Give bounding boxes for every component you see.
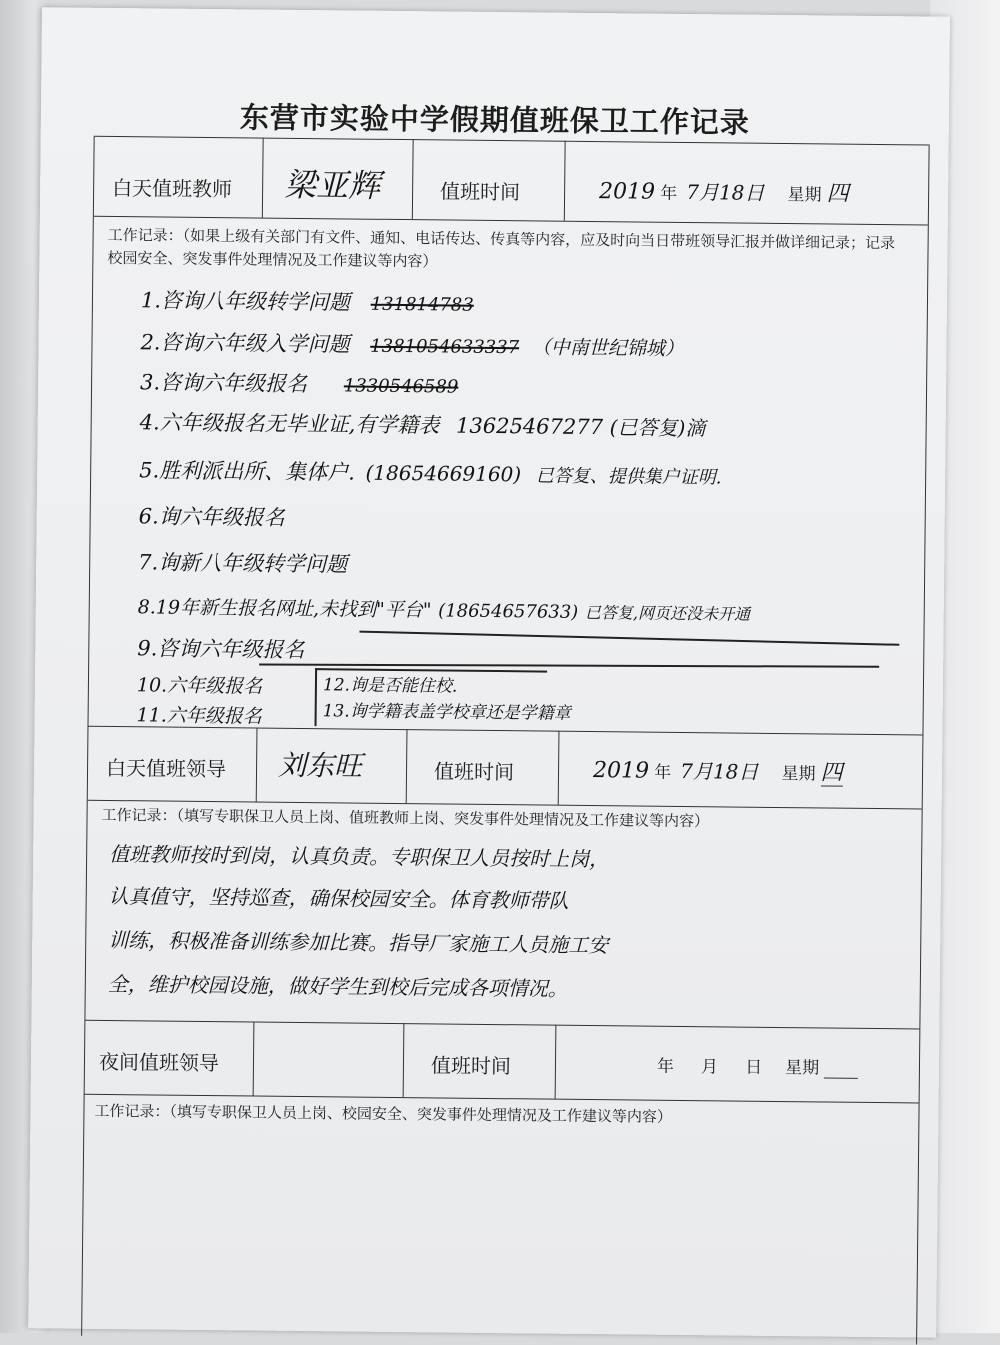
day-leader-record-instructions: 工作记录：（填写专职保卫人员上岗、值班教师上岗、突发事件处理情况及工作建议等内容） xyxy=(101,805,710,831)
date-year: 2019 xyxy=(592,758,650,784)
night-leader-label: 夜间值班领导 xyxy=(98,1049,220,1076)
log-entry-text: 11.六年级报名 xyxy=(136,704,262,728)
day-leader-date xyxy=(593,753,843,787)
weekday-label: 星期 xyxy=(781,764,816,785)
weekday-label: 星期 xyxy=(787,185,822,206)
log-entry-note: (已答复)滴 xyxy=(609,415,706,441)
day-teacher-time-label: 值班时间 xyxy=(439,179,521,205)
day-teacher-label: 白天值班教师 xyxy=(112,175,233,202)
log-entry-phone: (18654657633) xyxy=(438,600,579,623)
log-entry-note: 已答复、提供集户证明. xyxy=(535,465,722,489)
weekday-label: 星期 xyxy=(785,1058,820,1079)
log-entry-phone: 131814783 xyxy=(370,293,474,316)
log-entry-phone: (18654669160) xyxy=(365,460,522,487)
log-entry-text: 8.19年新生报名网址,未找到"平台" xyxy=(137,596,432,622)
weekday-value: 四 xyxy=(820,760,843,786)
log-entry-text: 3.咨询六年级报名 xyxy=(139,370,308,397)
year-char: 年 xyxy=(660,183,678,204)
log-entry-phone: 1330546589 xyxy=(343,375,459,398)
day-teacher-date xyxy=(599,174,849,208)
weekday-value: 四 xyxy=(826,181,849,207)
log-entry-text: 6.询六年级报名 xyxy=(138,504,285,530)
table-rule xyxy=(406,729,408,803)
log-entry-note: 已答复,网页还没未开通 xyxy=(584,602,751,624)
weekday-blank xyxy=(824,1077,858,1078)
record-line: 训练，积极准备训练参加比赛。指导厂家施工人员施工安 xyxy=(108,927,609,958)
table-rule xyxy=(253,1022,255,1096)
log-entry-text: 10.六年级报名 xyxy=(136,674,263,698)
side-note: 12.询是否能住校. xyxy=(322,675,458,697)
log-entry xyxy=(136,700,261,728)
day-leader-time-label: 值班时间 xyxy=(433,759,515,785)
separator-stroke xyxy=(259,664,879,668)
night-leader-time-label: 值班时间 xyxy=(430,1053,512,1079)
date-month-day: 7月18日 xyxy=(680,758,759,784)
log-entry-text: 2.咨询六年级入学问题 xyxy=(140,330,350,357)
day-teacher-record-instructions: 工作记录：（如果上级有关部门有文件、通知、电话传达、传真等内容，应及时向当日带班领导汇报并做详细记录；记录校园安全、突发事件处理情况及工作建议等内容） xyxy=(107,225,896,271)
log-entry xyxy=(139,454,722,490)
log-entry-phone: 1381054633337 xyxy=(370,335,520,359)
log-entry-text: 4.六年级报名无毕业证,有学籍表 xyxy=(139,410,440,438)
paper-sheet xyxy=(28,7,950,1337)
duty-record-form xyxy=(81,136,930,1345)
day-leader-label: 白天值班领导 xyxy=(105,755,227,782)
log-entry xyxy=(137,632,304,664)
record-line: 值班教师按时到岗，认真负责。专职保卫人员按时上岗， xyxy=(109,841,610,872)
form-title: 东营市实验中学假期值班保卫工作记录 xyxy=(239,100,751,140)
table-rule xyxy=(94,216,928,226)
log-entry xyxy=(138,546,347,578)
table-rule xyxy=(564,141,566,221)
table-rule xyxy=(262,138,264,218)
night-leader-date xyxy=(657,1052,859,1079)
log-entry-text: 1.咨询八年级转学问题 xyxy=(140,288,351,315)
log-entry-text: 9.咨询六年级报名 xyxy=(137,636,305,663)
year-char: 年 xyxy=(656,1056,675,1077)
day-leader-name: 刘东旺 xyxy=(277,748,363,783)
day-teacher-name: 梁亚辉 xyxy=(283,165,381,205)
log-entry xyxy=(137,670,262,698)
table-rule xyxy=(412,139,414,219)
table-rule xyxy=(558,731,560,805)
log-entry-text: 7.询新八年级转学问题 xyxy=(138,550,348,577)
log-entry xyxy=(139,500,285,532)
date-month-day: 7月18日 xyxy=(686,180,765,205)
record-line: 全，维护校园设施，做好学生到校后完成各项情况。 xyxy=(107,971,568,1001)
separator-stroke xyxy=(359,631,899,646)
table-rule xyxy=(403,1023,405,1097)
log-entry xyxy=(140,406,706,442)
month-char: 月 xyxy=(700,1057,719,1078)
log-entry xyxy=(141,284,474,317)
year-char: 年 xyxy=(654,762,672,783)
record-line: 认真值守，坚持巡查，确保校园安全。体育教师带队 xyxy=(108,883,569,913)
log-entry-phone: 13625467277 xyxy=(455,413,604,440)
log-entry xyxy=(138,592,751,625)
log-entry-text: 5.胜利派出所、集体户. xyxy=(139,458,356,485)
table-rule xyxy=(85,1020,919,1030)
side-note: 13.询学籍表盖学校章还是学籍章 xyxy=(322,701,571,724)
log-entry xyxy=(140,366,459,399)
log-entry xyxy=(140,326,684,362)
night-leader-record-instructions: 工作记录：（填写专职保卫人员上岗、校园安全、突发事件处理情况及工作建议等内容） xyxy=(94,1101,673,1126)
table-rule xyxy=(256,728,258,802)
log-entry-note: （中南世纪锦城） xyxy=(531,336,684,360)
date-year: 2019 xyxy=(598,179,656,205)
table-rule xyxy=(555,1025,557,1099)
day-char: 日 xyxy=(745,1057,763,1078)
